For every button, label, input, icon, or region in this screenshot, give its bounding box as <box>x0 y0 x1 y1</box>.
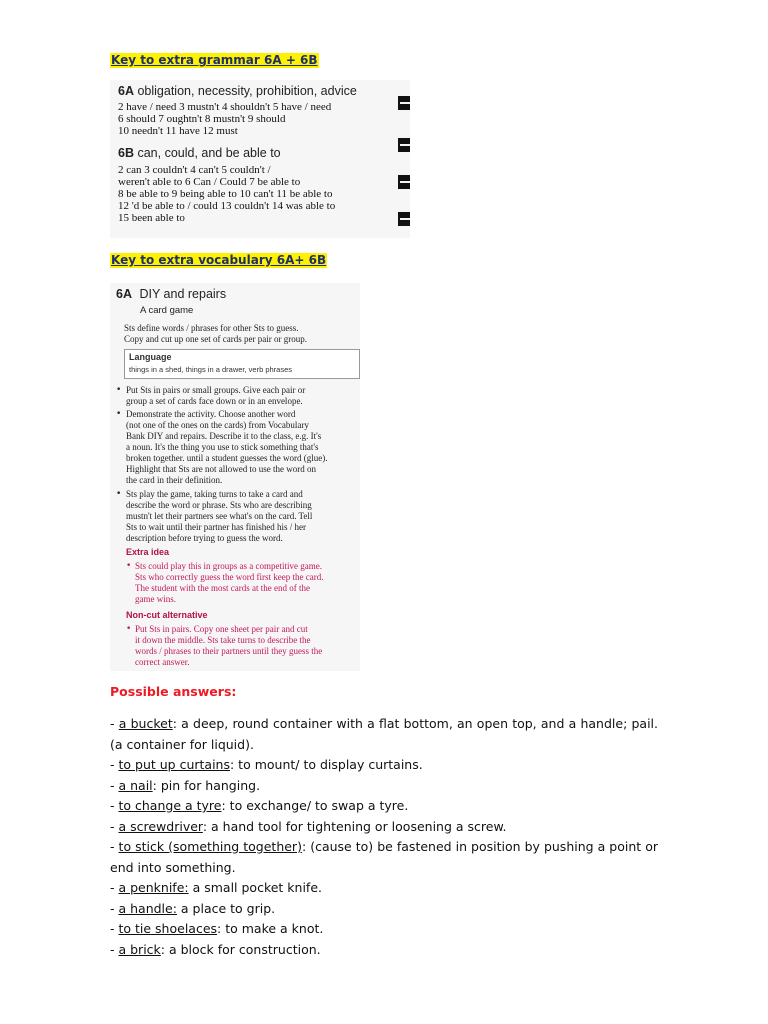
answer-item: - to put up curtains: to mount/ to display curtains. <box>110 757 423 772</box>
vocab-subtitle: A card game <box>140 305 194 316</box>
bullet-icon: • <box>116 409 122 419</box>
answer-definition: a small pocket knife. <box>188 880 322 895</box>
answer-definition: : to mount/ to display curtains. <box>229 757 423 772</box>
bullet-icon: • <box>126 624 132 634</box>
answer-item: - a nail: pin for hanging. <box>110 777 261 793</box>
answer-term: a brick <box>118 941 161 957</box>
section-6a-code: 6A <box>118 84 134 98</box>
extra-idea-line: Sts who correctly guess the word first keep the card. <box>135 572 324 582</box>
non-cut-line: correct answer. <box>135 657 190 667</box>
answer-definition: a place to grip. <box>176 900 276 916</box>
section-6a-line: 6 should 7 oughtn't 8 mustn't 9 should <box>118 113 286 125</box>
answer-item: - a penknife: a small pocket knife. <box>110 880 322 895</box>
vocab-bullet-line: the card in their definition. <box>126 475 223 485</box>
section-6a-heading <box>118 84 357 98</box>
vocab-intro-line: Sts define words / phrases for other Sts to guess. <box>124 323 299 333</box>
possible-answers-heading: Possible answers: <box>110 684 237 699</box>
section-6a-line: 10 needn't 11 have 12 must <box>118 125 238 137</box>
vocabulary-key-panel <box>110 283 360 671</box>
grammar-key-heading: Key to extra grammar 6A + 6B <box>111 53 318 67</box>
section-6b-line: 15 been able to <box>118 212 185 224</box>
answer-item: - a handle: a place to grip. <box>110 900 276 916</box>
language-title: Language <box>129 352 172 362</box>
answer-term: a nail <box>118 777 153 793</box>
answer-item: - to tie shoelaces: to make a knot. <box>110 921 324 936</box>
vocab-title-text: DIY and repairs <box>139 287 227 301</box>
section-6b-title: can, could, and be able to <box>137 146 281 160</box>
answer-term: a handle: <box>118 900 177 916</box>
section-6b-line: 2 can 3 couldn't 4 can't 5 couldn't / <box>118 164 271 176</box>
answer-term: a bucket <box>118 716 173 731</box>
grammar-key-panel <box>110 80 410 238</box>
answer-term: a penknife: <box>118 880 189 895</box>
page-edge-tab <box>398 212 410 226</box>
answer-item: - a screwdriver: a hand tool for tightening or loosening a screw. <box>110 818 507 834</box>
vocab-bullet-line: description before trying to guess the word. <box>126 533 283 543</box>
answer-definition: : a hand tool for tightening or loosening a screw. <box>202 818 507 834</box>
page-edge-tab <box>398 138 410 152</box>
non-cut-line: Put Sts in pairs. Copy one sheet per pair and cut <box>135 624 308 634</box>
extra-idea-line: The student with the most cards at the end of the <box>135 583 310 593</box>
answer-definition: : a block for construction. <box>160 941 321 957</box>
vocab-bullet-line: group a set of cards face down or in an envelope. <box>126 396 303 406</box>
answer-definition: : (cause to) be fastened in position by pushing a point or end into something. <box>110 839 658 875</box>
answer-item: - a brick: a block for construction. <box>110 941 321 957</box>
answer-term: to stick (something together) <box>118 839 302 854</box>
language-box <box>124 349 360 379</box>
vocab-title <box>116 287 226 301</box>
section-6b-code: 6B <box>118 146 134 160</box>
vocab-bullet-line: Put Sts in pairs or small groups. Give each pair or <box>126 385 306 395</box>
vocabulary-key-heading: Key to extra vocabulary 6A+ 6B <box>111 253 327 267</box>
vocab-bullet-line: broken together. until a student guesses the word (glue). <box>126 453 328 463</box>
vocab-code: 6A <box>116 287 132 301</box>
answer-item: - a bucket: a deep, round container with a flat bottom, an open top, and a handle; pail. (a container for liquid). <box>110 716 658 752</box>
section-6b-line: 12 'd be able to / could 13 couldn't 14 was able to <box>118 200 336 212</box>
bullet-icon: • <box>116 385 122 395</box>
vocab-bullet-line: Highlight that Sts are not allowed to use the word on <box>126 464 316 474</box>
vocab-bullet-line: Sts play the game, taking turns to take a card and <box>126 489 303 499</box>
section-6b-line: weren't able to 6 Can / Could 7 be able to <box>118 176 301 188</box>
vocab-intro-line: Copy and cut up one set of cards per pair or group. <box>124 334 307 344</box>
answer-definition: : a deep, round container with a flat bottom, an open top, and a handle; pail. (a container for liquid). <box>110 716 658 752</box>
section-6b-line: 8 be able to 9 being able to 10 can't 11 be able to <box>118 188 333 200</box>
answer-term: a screwdriver <box>118 818 203 834</box>
page-edge-tab <box>398 175 410 189</box>
answer-term: to tie shoelaces <box>118 921 218 936</box>
answer-definition: : pin for hanging. <box>152 777 261 793</box>
bullet-icon: • <box>126 561 132 571</box>
answer-definition: : to make a knot. <box>217 921 324 936</box>
vocab-bullet-line: Demonstrate the activity. Choose another word <box>126 409 296 419</box>
answer-item: - to change a tyre: to exchange/ to swap a tyre. <box>110 798 409 813</box>
answer-item: - to stick (something together): (cause to) be fastened in position by pushing a point or end into something. <box>110 839 658 875</box>
vocab-bullet-line: Sts to wait until their partner has finished his / her <box>126 522 306 532</box>
answer-term: to change a tyre <box>118 798 222 813</box>
vocab-bullet-line: describe the word or phrase. Sts who are describing <box>126 500 312 510</box>
bullet-icon: • <box>116 489 122 499</box>
extra-idea-title: Extra idea <box>126 547 170 557</box>
language-text: things in a shed, things in a drawer, verb phrases <box>129 365 293 374</box>
vocab-bullet-line: a noun. It's the thing you use to stick something that's <box>126 442 319 452</box>
section-6b-heading <box>118 146 281 160</box>
answer-definition: : to exchange/ to swap a tyre. <box>221 798 409 813</box>
answer-term: to put up curtains <box>118 757 230 772</box>
non-cut-alternative-title: Non-cut alternative <box>126 610 208 620</box>
section-6a-title: obligation, necessity, prohibition, advice <box>137 84 357 98</box>
extra-idea-line: game wins. <box>135 594 176 604</box>
non-cut-line: words / phrases to their partners until they guess the <box>135 646 323 656</box>
section-6a-line: 2 have / need 3 mustn't 4 shouldn't 5 have / need <box>118 101 332 113</box>
vocab-bullet-line: mustn't let their partners see what's on the card. Tell <box>126 511 313 521</box>
extra-idea-line: Sts could play this in groups as a competitive game. <box>135 561 322 571</box>
answers-list <box>110 714 658 960</box>
non-cut-line: it down the middle. Sts take turns to describe the <box>135 635 311 645</box>
page-edge-tab <box>398 96 410 110</box>
vocab-bullet-line: Bank DIY and repairs. Describe it to the class, e.g. It's <box>126 431 322 441</box>
vocab-bullet-line: (not one of the ones on the cards) from Vocabulary <box>126 420 309 430</box>
